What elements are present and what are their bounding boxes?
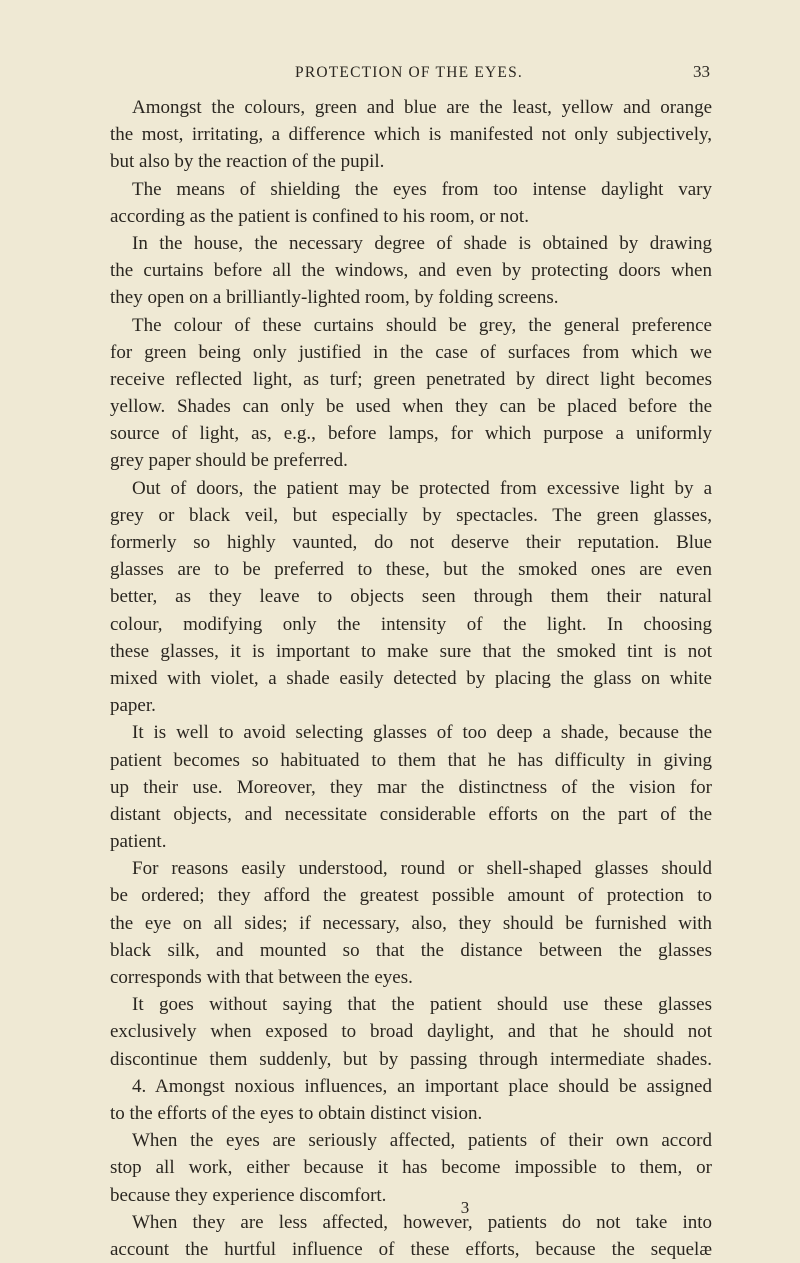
text-line: colour, modifying only the intensity of the light. In choosing: [110, 613, 712, 635]
text-line: because they experience discomfort.: [110, 1184, 387, 1206]
text-line: paper.: [110, 695, 156, 717]
text-line: be ordered; they afford the greatest possible amount of protection to: [110, 885, 712, 907]
text-line: receive reflected light, as turf; green penetrated by direct light becomes: [110, 368, 712, 390]
text-line: patient.: [110, 831, 167, 853]
text-line: distant objects, and necessitate considerable efforts on the part of the: [110, 803, 712, 825]
text-line: When they are less affected, however, patients do not take into: [132, 1211, 712, 1233]
running-title: PROTECTION OF THE EYES.: [295, 64, 523, 81]
text-line: exclusively when exposed to broad daylight, and that he should not: [110, 1021, 712, 1043]
text-line: mixed with violet, a shade easily detected by placing the glass on white: [110, 667, 712, 689]
text-line: corresponds with that between the eyes.: [110, 967, 413, 988]
text-line: The means of shielding the eyes from too intense daylight vary: [132, 178, 712, 200]
text-line: stop all work, either because it has become impossible to them, or: [110, 1157, 712, 1179]
text-line: 4. Amongst noxious influences, an important place should be assigned: [132, 1075, 712, 1097]
text-line: source of light, as, e.g., before lamps, for which purpose a uniformly: [110, 423, 712, 445]
text-line: grey or black veil, but especially by spectacles. The green glasses,: [110, 504, 712, 526]
running-head: [108, 60, 710, 84]
text-line: better, as they leave to objects seen through them their natural: [110, 586, 712, 608]
text-line: but also by the reaction of the pupil.: [110, 151, 385, 173]
text-line: according as the patient is confined to his room, or not.: [110, 205, 529, 227]
text-line: It is well to avoid selecting glasses of too deep a shade, because the: [132, 722, 712, 744]
text-line: the eye on all sides; if necessary, also, they should be furnished with: [110, 912, 712, 934]
text-line: In the house, the necessary degree of shade is obtained by drawing: [132, 232, 712, 254]
text-line: For reasons easily understood, round or shell-shaped glasses should: [132, 858, 712, 880]
text-line: yellow. Shades can only be used when they can be placed before the: [110, 396, 712, 418]
text-line: grey paper should be preferred.: [110, 450, 348, 472]
text-line: these glasses, it is important to make sure that the smoked tint is not: [110, 640, 712, 662]
text-line: formerly so highly vaunted, do not deserve their reputation. Blue: [110, 532, 712, 553]
page-number: 33: [693, 62, 710, 81]
text-line: The colour of these curtains should be grey, the general preference: [132, 314, 712, 336]
text-line: discontinue them suddenly, but by passing through intermediate shades.: [110, 1048, 712, 1070]
text-line: up their use. Moreover, they mar the distinctness of the vision for: [110, 776, 712, 798]
signature-mark: 3: [460, 1198, 470, 1217]
text-line: account the hurtful influence of these efforts, because the sequelæ: [110, 1238, 712, 1260]
text-line: black silk, and mounted so that the distance between the glasses: [110, 939, 712, 961]
text-line: to the efforts of the eyes to obtain distinct vision.: [110, 1102, 483, 1124]
text-line: they open on a brilliantly-lighted room, by folding screens.: [110, 287, 559, 309]
text-line: glasses are to be preferred to these, but the smoked ones are even: [110, 559, 712, 581]
text-line: the most, irritating, a difference which is manifested not only subjectively,: [110, 124, 712, 146]
text-line: for green being only justified in the case of surfaces from which we: [110, 341, 712, 363]
text-line: It goes without saying that the patient should use these glasses: [132, 994, 712, 1016]
text-line: When the eyes are seriously affected, patients of their own accord: [132, 1130, 712, 1152]
text-line: the curtains before all the windows, and even by protecting doors when: [110, 260, 712, 282]
text-line: Amongst the colours, green and blue are the least, yellow and orange: [132, 97, 712, 118]
body-text: [110, 94, 712, 1263]
text-line: Out of doors, the patient may be protected from excessive light by a: [132, 477, 712, 499]
text-line: patient becomes so habituated to them that he has difficulty in giving: [110, 749, 712, 771]
